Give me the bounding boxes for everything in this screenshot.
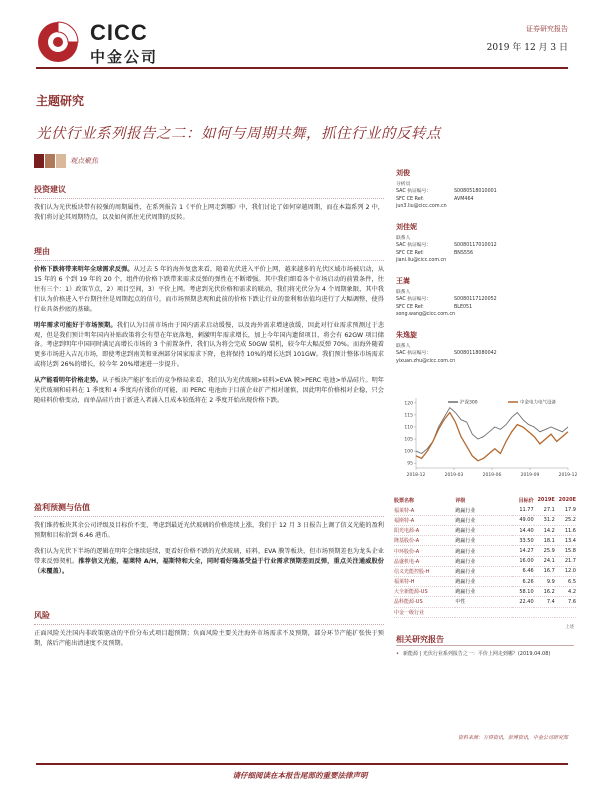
- y-tick-label: 110: [404, 425, 413, 431]
- paragraph-body: 从子板块产能扩张后的竞争格局来看，我们认为光伏玻璃>硅料>EVA 膜>PERC 电池>单晶硅片。明年光伏玻璃和硅料在 1 季度和 4 季度均有涨价的可能，而 PERC 电池由于目前企业扩产相对谨慎，因此明年价格相对企稳，只会随硅料价格变动，而单晶硅片由于新进入者涌入且成本较低将在 2 季度开始出现价格下跌。: [34, 377, 384, 405]
- cicc-emblem-icon: [36, 20, 80, 64]
- analyst-name: 刘佳妮: [396, 223, 417, 231]
- analyst-card: [396, 222, 574, 265]
- stock-name-cell: 阳光电源-A: [394, 526, 455, 536]
- section-divider: [34, 260, 384, 261]
- table-cell: 15.8: [555, 546, 576, 556]
- section-heading: 投资建议: [34, 185, 66, 194]
- analyst-credential: [396, 304, 574, 311]
- legend-label: 中金电力电气设备: [520, 400, 556, 406]
- document-type: 证券研究报告: [526, 25, 568, 33]
- table-cell: 16.2: [534, 587, 555, 597]
- table-cell: 22.40: [512, 597, 533, 607]
- line-chart: [396, 390, 578, 480]
- section-risk: [34, 610, 384, 655]
- paragraph-emphasis: 推荐信义光能，福莱特 A/H，福斯特和大全，同时看好隆基受益于行业需求预期差而反弹，重点关注通威股份（未覆盖）。: [34, 557, 384, 575]
- series-line-1: [416, 413, 568, 461]
- table-cell: 14.27: [512, 546, 533, 556]
- table-cell: 25.2: [555, 515, 576, 525]
- stock-rating-table: [394, 495, 576, 618]
- table-cell: 中性: [455, 597, 512, 607]
- x-tick-label: 2019-03: [444, 473, 464, 478]
- report-category: 主题研究: [36, 94, 85, 108]
- analyst-credential: [396, 350, 574, 357]
- x-tick-label: 2019-06: [482, 473, 502, 478]
- paragraph: [34, 321, 384, 371]
- table-cell: 6.5: [555, 577, 576, 587]
- table-cell: 12.0: [555, 566, 576, 576]
- report-tag: 观点聚焦: [70, 157, 98, 165]
- analyst-email[interactable]: jun3.liu@cicc.com.cn: [396, 204, 447, 210]
- credential-value: AVM464: [454, 196, 474, 202]
- y-tick-label: 105: [404, 437, 413, 443]
- paragraph: 我们认为光伏板块带有较强的周期属性，在系列报告 1《平价上网走到哪》中，我们讨论了如何穿越周期，而在本篇系列 2 中，我们将讨论其周期特点，以及如何抓住光伏周期的反转。: [34, 204, 384, 221]
- analyst-card: [396, 330, 574, 365]
- table-header-row: [394, 495, 576, 505]
- analyst-title: 联系人: [396, 344, 411, 349]
- table-cell: 16.7: [534, 566, 555, 576]
- analyst-title: 分析员: [396, 182, 411, 187]
- analyst-credential: [396, 242, 574, 249]
- table-row: [394, 515, 576, 525]
- analyst-name: 刘俊: [396, 169, 410, 177]
- related-reports-heading: 相关研究报告: [396, 635, 444, 644]
- table-cell: [555, 607, 576, 617]
- stock-name-cell: 晶科能源-US: [394, 597, 455, 607]
- table-header-cell: 目标价: [518, 497, 534, 504]
- table-cell: 58.10: [512, 587, 533, 597]
- analyst-name: 朱逸旋: [396, 331, 417, 339]
- table-cell: 18.1: [534, 536, 555, 546]
- table-header-cell: 2020E: [558, 497, 576, 504]
- paragraph: [34, 376, 384, 406]
- decorative-blocks: [34, 154, 66, 168]
- analyst-card: [396, 168, 574, 211]
- table-cell: 跑赢行业: [455, 556, 512, 566]
- block-light: [56, 154, 66, 168]
- paragraph-body: 我们认为光伏下半场的逻辑在明年会继续延续，更看好价格不跌的光伏玻璃，硅料，EVA 膜等板块，但市场预期差也为龙头企业带来反弹契机。: [34, 547, 384, 565]
- table-row: [394, 556, 576, 566]
- stock-name-cell: 晶盛机电-A: [394, 556, 455, 566]
- table-cell: 11.6: [555, 526, 576, 536]
- section-heading: 理由: [34, 247, 50, 256]
- logo-english: CICC: [90, 20, 148, 45]
- table-cell: 25.9: [534, 546, 555, 556]
- credential-value: S0080518010001: [454, 189, 497, 195]
- block-dark: [34, 154, 44, 168]
- y-tick-label: 120: [404, 401, 413, 407]
- table-cell: 跑赢行业: [455, 577, 512, 587]
- table-header-cell: 股票名称: [394, 497, 415, 504]
- table-row: [394, 587, 576, 597]
- table-cell: 11.77: [512, 505, 533, 515]
- table-header-cell: 评级: [455, 497, 466, 504]
- credential-label: SAC 执证编号：: [396, 297, 432, 303]
- credential-label: SAC 执证编号：: [396, 189, 432, 195]
- analyst-email[interactable]: song.wang@cicc.com.cn: [396, 312, 456, 318]
- report-title: 光伏行业系列报告之二：如何与周期共舞，抓住行业的反转点: [36, 126, 441, 142]
- paragraph: [34, 547, 384, 577]
- table-row: [394, 505, 576, 515]
- credential-value: S0080117010012: [454, 243, 497, 249]
- table-cell: 6.26: [512, 577, 533, 587]
- table-cell: 21.7: [555, 556, 576, 566]
- report-date: 2019 年 12 月 3 日: [486, 43, 568, 53]
- analyst-email[interactable]: yixuan.zhu@cicc.com.cn: [396, 358, 456, 364]
- y-tick-label: 100: [404, 449, 413, 455]
- table-cell: [455, 607, 512, 617]
- table-cell: 跑赢行业: [455, 515, 512, 525]
- table-cell: 9.9: [534, 577, 555, 587]
- stock-name-cell: 福莱特-H: [394, 577, 455, 587]
- stock-name-cell: 中环股份-A: [394, 546, 455, 556]
- paragraph-body: 从过去 5 年的海外复盘来看，随着光伏进入平价上网，越来越多的光伏区域市场被启动，从 15 年的 6 个到 19 年的 20 个，组件的价格下跌带来需求反弹的弹性在不断增强。其中我们细看各个市场启动的前置条件，往往有三个：1）政策节点，2）项目空间，3）平价上网。考虑到光伏价格和需求的联动，我们将光伏分为 4 个周期象限，其中我们认为价格进入平台期往往是周期起点的信号，而市场预期悲观和此前的价格下跌让行业的盈利和估值均进行了大幅调整，使得行业具备抄底的基础。: [34, 266, 385, 313]
- table-row: [394, 597, 576, 607]
- table-cell: 跑赢行业: [455, 505, 512, 515]
- paragraph-body: 我们认为目前市场由于国内需求启动缓慢，以及海外需求增速放缓，因此对行业需求预测过于悲观，但是我们预计明年国内补贴政策将会有望在年底落地，刺激明年需求增长，加上今年国内遗留项目，将会有 62GW 项目储备。考虑到明年中国同时满足高增长市场的 3 个前置条件，我们认为将会完成 50GW 装机，较今年大幅反弹 70%。而海外随着更多市场进入吉瓦市场，即使考虑到南美和亚洲部分国家需求下降，也将保持 10%的增长达到 101GW。我们预计整体市场需求或将达到 26%的增长，较今年 20%增速进一步提升。: [34, 321, 385, 369]
- bullet-icon: •: [396, 651, 399, 657]
- table-cell: 31.2: [534, 515, 555, 525]
- related-report-text: 新能源 | 光伏行业系列报告之一：平价上网走到哪？(2019.04.08): [402, 651, 551, 657]
- paragraph: 正面风险关注国内非政策驱动的平价分布式项目超预期；负面风险主要关注海外市场需求不及预期，部分环节产能扩张快于预期，落后产能出清速度不及预期。: [34, 630, 384, 647]
- stock-name-cell: 大全新能源-US: [394, 587, 455, 597]
- credential-label: SFC CE Ref:: [396, 196, 424, 202]
- credential-value: S0080118080042: [454, 351, 497, 357]
- table-cell: 跑赢行业: [455, 587, 512, 597]
- related-report-link[interactable]: [396, 651, 574, 659]
- table-cell: [512, 607, 533, 617]
- section-divider: [34, 198, 384, 199]
- credential-label: SAC 执证编号：: [396, 243, 432, 249]
- analyst-title: 联系人: [396, 290, 411, 295]
- logo-chinese: 中金公司: [90, 48, 159, 66]
- stock-performance-chart: [396, 390, 578, 480]
- analyst-title: 联系人: [396, 236, 411, 241]
- analyst-email[interactable]: jiani.liu@cicc.com.cn: [396, 258, 447, 264]
- credential-value: BNS556: [454, 250, 474, 256]
- analyst-card: [396, 276, 574, 319]
- credential-label: SFC CE Ref:: [396, 304, 424, 310]
- section-investment: [34, 184, 384, 229]
- section-divider: [34, 516, 384, 517]
- table-cell: 33.50: [512, 536, 533, 546]
- table-cell: 7.6: [555, 597, 576, 607]
- table-cell: 14.40: [512, 526, 533, 536]
- data-source-note: 资料来源：万得资讯，彭博资讯，中金公司研究部: [457, 735, 568, 741]
- table-row: [394, 536, 576, 546]
- table-cell: 跑赢行业: [455, 536, 512, 546]
- table-cell: 24.1: [534, 556, 555, 566]
- legend-label: 沪深300: [460, 400, 478, 406]
- block-mid: [45, 154, 55, 168]
- analyst-credential: [396, 250, 574, 257]
- y-tick-label: 95: [407, 461, 413, 467]
- analyst-name: 王嵩: [396, 277, 410, 285]
- table-cell: 17.9: [555, 505, 576, 515]
- table-cell: 49.00: [512, 515, 533, 525]
- section-reason: [34, 246, 384, 412]
- table-row: [394, 526, 576, 536]
- paragraph: 我们维持板块其余公司评级及目标价不变，考虑到最近光伏玻璃的价格连续上涨，我们于 12 月 3 日报告上调了信义光能的盈利预期和目标价到 6.46 港币。: [34, 522, 384, 539]
- table-cell: 14.2: [534, 526, 555, 536]
- series-line-0: [416, 408, 568, 454]
- paragraph-lead: 从产能看明年价格走势。: [34, 377, 103, 385]
- x-tick-label: 2019-12: [558, 473, 578, 478]
- stock-name-cell: 福莱特-A: [394, 505, 455, 515]
- table-cell: [534, 607, 555, 617]
- table-cell: 16.00: [512, 556, 533, 566]
- table-cell: 27.1: [534, 505, 555, 515]
- table-cell: 4.2: [555, 587, 576, 597]
- credential-label: SAC 执证编号：: [396, 351, 432, 357]
- table-cell: 跑赢行业: [455, 546, 512, 556]
- analyst-credential: [396, 296, 574, 303]
- credential-value: S0080117120052: [454, 297, 497, 303]
- x-tick-label: 2019-09: [520, 473, 540, 478]
- stock-name-cell: 隆基股份-A: [394, 536, 455, 546]
- stock-name-cell: 中金一级行业: [394, 607, 455, 617]
- table-row: [394, 566, 576, 576]
- section-heading: 盈利预测与估值: [34, 503, 90, 512]
- table-cell: 跑赢行业: [455, 566, 512, 576]
- paragraph: [34, 265, 384, 315]
- table-row: [394, 577, 576, 587]
- table-cell: 6.46: [512, 566, 533, 576]
- section-divider: [34, 624, 384, 625]
- analyst-credential: [396, 196, 574, 203]
- header-divider: [36, 67, 568, 69]
- credential-label: SFC CE Ref:: [396, 250, 424, 256]
- table-row: [394, 607, 576, 617]
- paragraph-lead: 价格下跌将带来明年全球需求反弹。: [34, 266, 134, 273]
- footer-divider: [36, 763, 568, 765]
- table-row: [394, 546, 576, 556]
- table-cell: 13.4: [555, 536, 576, 546]
- stock-name-cell: 福斯特-A: [394, 515, 455, 525]
- section-earnings: [34, 502, 384, 583]
- analyst-credential: [396, 188, 574, 195]
- table-cell: 7.4: [534, 597, 555, 607]
- table-header-cell: 2019E: [537, 497, 555, 504]
- table-source: 上述: [565, 625, 574, 630]
- legal-footer: 请仔细阅读在本报告尾部的重要法律声明: [232, 771, 368, 780]
- y-tick-label: 115: [404, 413, 413, 419]
- x-tick-label: 2018-12: [406, 473, 426, 478]
- table-cell: 跑赢行业: [455, 526, 512, 536]
- related-divider: [396, 645, 574, 646]
- stock-name-cell: 信义光能控股-H: [394, 566, 455, 576]
- section-heading: 风险: [34, 611, 50, 620]
- credential-value: BLE051: [454, 304, 473, 310]
- paragraph-lead: 明年需求可能好于市场预期。: [34, 321, 117, 329]
